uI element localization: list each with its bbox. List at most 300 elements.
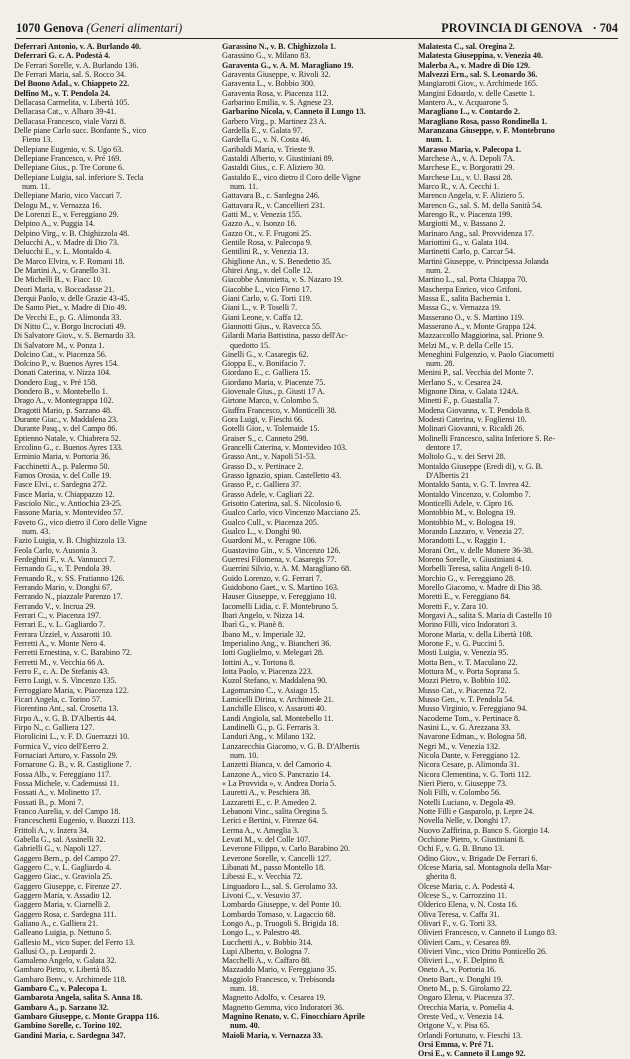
listing-entry: Gaggero Maria, v. Assadio 12.	[14, 890, 112, 900]
listing-entry: Maggiolo Francesco, v. Trebisonda	[222, 974, 335, 984]
listing-entry: Modesti Caterina, v. Fogliensi 10.	[418, 415, 527, 425]
listing-entry: Olivieri Francesco, v. Canneto il Lungo 83.	[418, 928, 557, 938]
listing-entry: Giani Leone, v. Caffa 12.	[222, 312, 303, 322]
listing-entry: Di Salvatore M., v. Ponza 1.	[14, 340, 105, 350]
listing-entry: Guidobono Gaet., v. S. Martino 163.	[222, 583, 339, 593]
listing-entry: Lanzarecchia Giacomo, v. G. B. D'Albertis	[222, 741, 360, 751]
listing-entry: Ferdeghini F., v. A. Vannucci 7.	[14, 555, 115, 565]
listing-entry: Gualco Carlo, vico Vincenzo Macciano 25.	[222, 508, 361, 518]
listing-entry: Girtone Marco, v. Colombo 5.	[222, 396, 319, 406]
listing-entry: num. 10.	[230, 750, 259, 760]
listing-entry: Fiorentino Ant., sal. Crosetta 13.	[14, 704, 119, 714]
listing-entry: Ferro F., c. A. De Stefanis 43.	[14, 666, 110, 676]
listing-entry: Lauretti A., v. Peschiera 38.	[222, 788, 311, 798]
listing-entry: Martini Giuseppe, v. Principessa Jolanda	[418, 256, 549, 266]
listing-entry: Musso Gen., v. T. Pendola 54.	[418, 694, 515, 704]
listing-entry: Garassino G., v. Milano 83.	[222, 51, 311, 61]
listing-entry: Dragotti Mario, p. Sarzano 48.	[14, 405, 113, 415]
listing-entry: Molinari Giovanni, v. Ricaldi 26.	[418, 424, 525, 434]
listing-entry: Dondero Eug., v. Pré 158.	[14, 377, 98, 387]
listing-entry: Famos Orosia, v. del Colle 19.	[14, 471, 112, 481]
listing-entry: Gaggero Rosa, c. Sardegna 111.	[14, 909, 117, 919]
listing-entry: Guido Lorenzo, v. G. Ferrari 7.	[222, 573, 322, 583]
listing-entry: Nieri Piero, v. Giuseppe 73.	[418, 778, 508, 788]
listing-entry: Di Nitto C., v. Borgo Incrociati 49.	[14, 321, 126, 331]
listing-entry: Orecchia Maria, v. Pomelia 4.	[418, 1002, 514, 1012]
listing-entry: Oreste Ved., v. Venezia 14.	[418, 1012, 504, 1022]
listing-entry: Facchinetti A., p. Palermo 50.	[14, 461, 110, 471]
listing-entry: num. 1.	[426, 135, 452, 145]
listing-entry: De Vecchi E., p. G. Alimonda 33.	[14, 312, 122, 322]
listing-entry: Olderico Elena, v. N. Costa 16.	[418, 900, 518, 910]
listing-entry: Merlano S., v. Cesarea 24.	[418, 377, 503, 387]
listing-entry: Fossa Michele, v. Cademussi 11.	[14, 778, 119, 788]
listing-entry: Fieno 13.	[22, 135, 53, 145]
listing-entry: Hauser Giuseppe, v. Fereggiano 10.	[222, 592, 337, 602]
listing-entry: Oneto Bart., v. Donghi 19.	[418, 974, 503, 984]
listing-entry: Maragliano Rosa, passo Rondinella 1.	[418, 116, 548, 126]
listing-entry: Nasini L., v. G. Arezzana 33.	[418, 722, 511, 732]
listing-entry: Grasso Adele, v. Cagliari 22.	[222, 489, 315, 499]
listing-entry: Franco Aurelia, v. del Campo 18.	[14, 806, 121, 816]
listing-entry: Dellacasa Cat., v. Albaro 39-41.	[14, 107, 117, 117]
listing-entry: Nicola Dante, v. Fereggiano 12.	[418, 750, 520, 760]
listing-entry: Giordano E., c. Galliera 15.	[222, 368, 311, 378]
listing-entry: Moltolo G., v. dei Servi 28.	[418, 452, 506, 462]
listing-entry: Massa G., v. Vernazza 19.	[418, 303, 501, 313]
listing-entry: Notelli Luciano, v. Degola 49.	[418, 797, 516, 807]
listing-entry: Iottini A., v. Tortona 8.	[222, 657, 295, 667]
listing-entry: Ferrara Uzziel, v. Assarotti 10.	[14, 629, 112, 639]
listing-entry: gherita 8.	[426, 872, 457, 882]
listing-entry: Delpino A., v. Puggia 14.	[14, 219, 95, 229]
listing-entry: Martino L., sal. Porta Chiappa 70.	[418, 275, 528, 285]
listing-entry: Dolcino Cat., v. Piacenza 56.	[14, 349, 107, 359]
listing-entry: num. 11.	[230, 181, 258, 191]
listing-entry: Gattavara B., c. Sardegna 246.	[222, 191, 320, 201]
listing-entry: Dolcino P., v. Buenos Ayres 154.	[14, 359, 119, 369]
listing-entry: Gabella G., sal. Assinelli 32.	[14, 834, 106, 844]
listing-entry: Gioppa E., v. Bonifacio 7.	[222, 359, 306, 369]
listing-entry: Firpo N., c. Galliera 127.	[14, 722, 95, 732]
listing-entry: Guastavino Gin., v. S. Vincenzo 126.	[222, 545, 341, 555]
listing-entry: Garaventa Giuseppe, v. Rivoli 32.	[222, 69, 331, 79]
listing-entry: Ibano M., v. Imperiale 32.	[222, 629, 306, 639]
listing-entry: De Santo Piet., v. Madre di Dio 49.	[14, 303, 127, 313]
listing-entry: Iotti Guglielmo, v. Melegari 28.	[222, 648, 324, 658]
listing-entry: Ercolino G., c. Buenos Ayres 133.	[14, 443, 123, 453]
listing-entry: Odino Giov., v. Brigade De Ferrari 6.	[418, 853, 538, 863]
listing-entry: Grancelli Caterina, v. Montevideo 103.	[222, 443, 348, 453]
listing-entry: Giordano Maria, v. Piacenze 75.	[222, 377, 326, 387]
listing-entry: Deferrari G. c. A. Podestà 4.	[14, 51, 111, 61]
listing-entry: Marengo R., v. Piacenza 199.	[418, 209, 513, 219]
listing-entry: Gardella G., v. N. Costa 46.	[222, 135, 311, 145]
listing-entry: Gastaldi Alberto, v. Giustiniani 89.	[222, 153, 334, 163]
listing-entry: Macchelli A., v. Caffaro 88.	[222, 956, 312, 966]
listing-entry: Nicora Clementina, v. G. Torti 112.	[418, 769, 531, 779]
listing-entry: De Ferrari Sorelle, v. A. Burlando 136.	[14, 60, 139, 70]
listing-entry: Dellepiane Francesco, v. Pré 169.	[14, 153, 122, 163]
listing-entry: Longo A., p. Truogoli S. Brigida 18.	[222, 918, 339, 928]
listing-column-1	[14, 42, 214, 1040]
listing-entry: Oneto A., v. Portoria 16.	[418, 965, 497, 975]
listing-entry: Morone F., v. G. Puccini 5.	[418, 639, 505, 648]
listing-entry: Mazzaccollo Maggiorina, sal. Prione 9.	[418, 331, 545, 341]
listing-entry: Massa E., salita Bachernia 1.	[418, 293, 511, 303]
listing-entry: Donati Caterina, v. Nizza 104.	[14, 368, 112, 378]
listing-entry: num. 40.	[230, 1021, 260, 1031]
listing-entry: Orsi E., v. Canneto il Lungo 92.	[418, 1049, 526, 1059]
listing-entry: Gastaldo E., vico dietro il Coro delle Vigne	[222, 172, 361, 182]
listing-entry: D'Albertis 21	[426, 471, 470, 481]
listing-entry: Marchese Lu., v. U. Bassi 28.	[418, 172, 513, 182]
listing-entry: Morando Lazzaro, v. Venezia 27.	[418, 527, 524, 537]
listing-entry: Landi Angiola, sal. Montebello 11.	[222, 713, 334, 723]
listing-entry: Moretti F., v. Zara 10.	[418, 601, 488, 611]
listing-entry: Drago A., v. Montegrappa 102.	[14, 396, 114, 406]
listing-entry: Grasso D., v. Pertinace 2.	[222, 461, 304, 471]
listing-entry: Nacodeme Tom., v. Pertinace 8.	[418, 713, 520, 723]
listing-entry: Ghiglione An., v. S. Benedetto 35.	[222, 256, 332, 266]
listing-entry: Lanzone A., vico S. Pancrazio 14.	[222, 769, 331, 779]
listing-entry: Marchese E., v. Borgoratti 29.	[418, 163, 515, 173]
listing-entry: Nicora Cesare, p. Alimonda 31.	[418, 760, 520, 770]
listing-entry: Gambaro C., v. Palecopa 1.	[14, 984, 107, 994]
listing-entry: Gentilini R., v. Venezia 13.	[222, 247, 309, 257]
listing-entry: Gualco L., v. Donghi 90.	[222, 527, 302, 537]
listing-entry: Fossa Alb., v. Fereggiano 117.	[14, 769, 111, 779]
listing-entry: Modena Giovanna, v. T. Pendola 8.	[418, 405, 531, 415]
listing-entry: Garbarino Nicola, v. Canneto il Lungo 13.	[222, 107, 366, 117]
listing-entry: Morani Ort., v. delle Monere 36-38.	[418, 545, 533, 555]
listing-entry: Fernando G., v. T. Pendola 39.	[14, 564, 112, 574]
listing-entry: Gentile Rosa, v. Palecopa 9.	[222, 237, 312, 247]
listing-entry: Grasso Ant., v. Napoli 51-53.	[222, 452, 316, 462]
listing-entry: Giacobbe L., vico Fieno 17.	[222, 284, 312, 294]
listing-entry: Meneghini Fulgenzio, v. Paolo Giacometti	[418, 349, 555, 359]
listing-entry: num. 2.	[426, 265, 451, 275]
listing-entry: Ferro Luigi, v. S. Vincenzo 135.	[14, 676, 117, 686]
listing-entry: Malatesta C., sal. Oregina 2.	[418, 42, 515, 51]
listing-entry: Mozzi Pietro, v. Bobbio 102.	[418, 676, 511, 686]
listing-entry: Mosti Luigia, v. Venezia 95.	[418, 648, 509, 658]
listing-entry: Fornaciari Arturo, v. Fassolo 29.	[14, 750, 118, 760]
listing-entry: Galiano A., c. Galliera 21.	[14, 918, 98, 928]
listing-entry: Gamaleno Angelo, v. Galata 32.	[14, 956, 117, 966]
listing-entry: Ferretti Ernestina, v. C. Barabino 72.	[14, 648, 132, 658]
listing-entry: Imperialino Ang., v. Biancheri 36.	[222, 639, 332, 648]
listing-entry: Montobbio M., v. Bologna 19.	[418, 517, 516, 527]
city-name: Genova	[43, 21, 84, 35]
listing-entry: Gambaro Giuseppe, c. Monte Grappa 116.	[14, 1012, 160, 1022]
listing-entry: Ibarì G., v. Pianè 8.	[222, 620, 285, 630]
listing-entry: Ficari Angela, c. Torino 57.	[14, 694, 102, 704]
listing-entry: Morgavi A., salita S. Maria di Castello 10	[418, 611, 552, 621]
listing-entry: Ferretti M., v. Vecchia 66 A.	[14, 657, 105, 667]
listing-entry: Guerrini Silvio, v. A. M. Maragliano 68.	[222, 564, 352, 574]
listing-entry: num. 18.	[230, 984, 259, 994]
listing-entry: Negri M., v. Venezia 132.	[418, 741, 501, 751]
listing-entry: Gatti M., v. Venezia 155.	[222, 209, 302, 219]
listing-entry: Morino Filli, vico Indoratori 3.	[418, 620, 518, 630]
listing-entry: Monticelli Adele, v. Cipro 16.	[418, 499, 514, 509]
listing-entry: Orlandi Fortunato, v. Fieschi 13.	[418, 1030, 523, 1040]
listing-entry: Iacomelli Lidia, c. F. Montebruno 5.	[222, 601, 339, 611]
listing-entry: Fasce Elvi., c. Sardegna 272.	[14, 480, 107, 490]
listing-entry: Olivieri Vinc., vico Dritto Ponticello 26.	[418, 946, 548, 956]
listing-entry: Grisotto Caterina, sal. S. Nicolosio 6.	[222, 499, 342, 509]
listing-entry: Iotta Paolo, v. Piacenza 223.	[222, 666, 313, 676]
listing-entry: Delucchi E., v. L. Montaldo 4.	[14, 247, 112, 257]
listing-entry: De Martini A., v. Granello 31.	[14, 265, 111, 275]
listing-entry: Galleano Luigia, p. Nettuno 5.	[14, 928, 112, 938]
listing-entry: Molinelli Francesco, salita Inferiore S. Re-	[418, 433, 556, 443]
listing-entry: Fassone Maria, v. Montevideo 57.	[14, 508, 124, 518]
listing-entry: Fazio Luigia, v. B. Chighizzola 13.	[14, 536, 127, 546]
listing-entry: Dellacasa Carmelita, v. Libertà 105.	[14, 97, 130, 107]
listing-entry: Fasciolo Nic., v. Antiochia 23-25.	[14, 499, 122, 509]
listing-entry: Lazzaretti E., c. P. Amedeo 2.	[222, 797, 317, 807]
listing-entry: Formica V., vico dell'Eerro 2.	[14, 741, 109, 751]
listing-entry: Gabrielli G., v. Napoli 127.	[14, 844, 102, 854]
listing-entry: Montaldo Santa, v. G. T. Invrea 42.	[418, 480, 531, 490]
listing-entry: Giacobbe Antonietta, v. S. Nazaro 19.	[222, 275, 344, 285]
listing-entry: Gualco Cull., v. Piacenza 205.	[222, 517, 319, 527]
listing-entry: Ferrando Mario, v. Donghi 67.	[14, 583, 112, 593]
listing-entry: Mariottini G., v. Galata 104.	[418, 237, 509, 247]
listing-entry: Melzi M., v. P. della Celle 15.	[418, 340, 514, 350]
header-left	[16, 21, 182, 36]
listing-entry: Garbarino Emilia, v. S. Agnese 23.	[222, 97, 334, 107]
listing-entry: Masserano O., v. S. Martino 119.	[418, 312, 524, 322]
listing-entry: Giovenale Gius., p. Giusti 17 A.	[222, 387, 325, 397]
listing-entry: Landinelli G., p. G. Ferraris 3.	[222, 722, 320, 732]
listing-entry: Giani L., v. P. Toselli 7.	[222, 303, 298, 313]
listing-entry: num. 28.	[426, 359, 455, 369]
listing-entry: Olivieri L., v. F. Delpino 8.	[418, 956, 505, 966]
listing-entry: Ferrando N., piazzale Parenzo 17.	[14, 592, 123, 602]
listing-entry: Lanchille Elisco, v. Assarotti 40.	[222, 704, 327, 714]
listing-entry: Ferrando V., v. Incrua 29.	[14, 601, 96, 611]
listing-entry: Magnetto Adolfo, v. Cesarea 19.	[222, 993, 326, 1003]
listing-entry: dentore 17.	[426, 443, 463, 453]
listing-entry: Gastaldi Gius., c. F. Aliziero 30.	[222, 163, 325, 173]
listing-entry: Mangiarotti Giov., v. Archimede 165.	[418, 79, 538, 89]
listing-entry: Magnino Renato, v. C. Finocchiaro Aprile	[222, 1012, 365, 1022]
listing-entry: Levati M., v. del Colle 107.	[222, 834, 311, 844]
listing-entry: Gallusi O., p. Leopardi 2.	[14, 946, 96, 956]
listing-entry: Notte Filli e Gasparolo, p. Lepre 24.	[418, 806, 535, 816]
listing-entry: Gotelli Gior., v. Tolemaide 15.	[222, 424, 320, 434]
listing-entry: Dellacasa Francesco, viale Varzi 8.	[14, 116, 126, 126]
listing-entry: Occhione Pietro, v. Giustiniani 8.	[418, 834, 525, 844]
listing-entry: Delfino M., v. T. Pendola 24.	[14, 88, 111, 98]
listing-entry: Di Salvatore Giov., v. S. Bernardo 33.	[14, 331, 136, 341]
listing-entry: Gaggero Giac., v. Graviola 25.	[14, 872, 113, 882]
listing-entry: Mottura M., v. Porta Soprana 5.	[418, 666, 520, 676]
listing-entry: Dellepiane Eugenio, v. S. Ugo 63.	[14, 144, 124, 154]
listing-entry: Leverone Sorelle, v. Cancelli 127.	[222, 853, 332, 863]
listing-entry: Grasso P., c. Galliera 37.	[222, 480, 302, 490]
page-number-right: · 704	[592, 21, 618, 35]
listing-entry: Olcese Maria, sal. Montagnola della Mar-	[418, 862, 552, 872]
listing-entry: Faveto G., vico dietro il Coro delle Vigne	[14, 517, 147, 527]
listing-entry: Dellepiane Gius., p. Tre Corone 6.	[14, 163, 125, 173]
listing-entry: Montaldo Vincenzo, v. Colombo 7.	[418, 489, 531, 499]
listing-entry: Mascherpa Enrico, vico Grifoni.	[418, 284, 522, 294]
listing-entry: Gora Luigi, v. Fieschi 66.	[222, 415, 304, 425]
listing-entry: Marenco Angela, v. F. Aliziero 5.	[418, 191, 525, 201]
listing-entry: Garbero Virg., p. Martinez 23 A.	[222, 116, 327, 126]
listing-entry: De Michelli B., v. Fiacc 10.	[14, 275, 103, 285]
listing-entry: Frittoli A., v. Inzera 34.	[14, 825, 89, 835]
listing-entry: Morandotti L., v. Raggio 1.	[418, 536, 506, 546]
listing-entry: Morello Giacomo, v. Madre di Dio 38.	[418, 583, 542, 593]
listing-entry: Feola Carlo, v. Ausonia 3.	[14, 545, 98, 555]
listing-entry: Grasso Ignazio, spian. Castelletto 43.	[222, 471, 342, 481]
listing-entry: « La Provvida », v. Andrea Doria 5.	[222, 778, 337, 788]
listing-entry: Margiotti M., v. Bassano 2.	[418, 219, 506, 229]
page-number-left: 1070	[16, 21, 41, 35]
province-title: PROVINCIA DI GENOVA	[441, 21, 583, 35]
listing-entry: Gaggero Maria, v. Ciarnelli 2.	[14, 900, 111, 910]
listing-entry: De Lorenzi E., v. Fereggiano 29.	[14, 209, 119, 219]
listing-entry: Fornarone G. B., v. R. Castiglione 7.	[14, 760, 132, 770]
running-header	[16, 20, 618, 39]
listing-entry: Mazzaddo Mario, v. Fereggiano 35.	[222, 965, 337, 975]
listing-entry: Delpino Virg., v. B. Chighizzola 48.	[14, 228, 130, 238]
listing-entry: Guerresi Filomena, v. Casaregis 77.	[222, 555, 337, 565]
listing-column-3	[418, 42, 622, 1059]
listing-entry: Lagomarsino C., v. Asiago 15.	[222, 685, 320, 695]
listing-entry: Mangini Edoardo, v. delle Casette 1.	[418, 88, 535, 98]
listing-entry: Lupi Alberto, v. Bologna 7.	[222, 946, 310, 956]
listing-entry: Livoni C., v. Vesuvio 37.	[222, 890, 302, 900]
listing-entry: quedotto 15.	[230, 340, 271, 350]
listing-entry: Lucchetti A., v. Bobbio 314.	[222, 937, 313, 947]
listing-entry: Lebanoni Vinc., salita Oregina 5.	[222, 806, 328, 816]
listing-entry: Moretti E., v. Fereggiano 84.	[418, 592, 511, 602]
listing-entry: Gambaro Pietro, v. Libertà 85.	[14, 965, 112, 975]
listing-entry: Masserano A., v. Monte Grappa 124.	[418, 321, 537, 331]
listing-entry: Ongaro Elena, v. Piacenza 37.	[418, 993, 515, 1003]
listing-entry: Motta Ben., v. T. Maculano 22.	[418, 657, 518, 667]
listing-entry: Franceschetti Eugenio, v. Buozzi 113.	[14, 816, 136, 826]
header-right	[441, 21, 618, 36]
listing-entry: Delucchi A., v. Madre di Dio 73.	[14, 237, 119, 247]
listing-entry: Garaventa G., v. A. M. Maragliano 19.	[222, 60, 354, 70]
listing-entry: Navarone Edman., v. Bologna 58.	[418, 732, 527, 742]
listing-entry: Derqui Paolo, v. delle Grazie 43-45.	[14, 293, 130, 303]
listing-entry: Fossati B., p. Moni 7.	[14, 797, 84, 807]
listing-entry: Marchese A., v. A. Depoli 7A.	[418, 153, 515, 163]
listing-entry: Durante Giac., v. Maddalena 23.	[14, 415, 118, 425]
listing-entry: Firpo A., v. G. B. D'Albertis 44.	[14, 713, 117, 723]
listing-entry: Ibari Angelo, v. Nizza 14.	[222, 611, 305, 621]
listing-entry: Delle piane Carlo succ. Bonfante S., vico	[14, 125, 147, 135]
listing-entry: Lombardo Giuseppe, v. del Ponte 10.	[222, 900, 342, 910]
listing-entry: Oliva Teresa, v. Caffa 31.	[418, 909, 500, 919]
listing-entry: Eptienno Natale, v. Chiabrera 52.	[14, 433, 121, 443]
listing-entry: Mantero A., v. Acquarone 5.	[418, 97, 509, 107]
listing-entry: Gambarota Angela, salita S. Anna 18.	[14, 993, 143, 1003]
listing-entry: Fossati A., v. Molinetto 17.	[14, 788, 102, 798]
listing-entry: Morone Maria, v. della Libertà 108.	[418, 629, 533, 639]
listing-entry: Mignone Dina, v. Galata 124A.	[418, 387, 519, 397]
listing-entry: Gambaro A., p. Sarzano 32.	[14, 1002, 109, 1012]
listing-entry: Marenco G., sal. S. M. della Sanità 54.	[418, 200, 543, 210]
listing-entry: Origone V., v. Pisa 65.	[418, 1021, 490, 1031]
listing-entry: Garaventa Rosa, v. Piacenza 112.	[222, 88, 329, 98]
listing-entry: Ochi F., v. G. B. Bruno 13.	[418, 844, 504, 854]
listing-entry: Gambino Sorelle, c. Torino 102.	[14, 1021, 122, 1031]
listing-entry: Noli Filli, v. Colombo 56.	[418, 788, 501, 798]
listing-entry: Musso Cat., v. Piacenza 72.	[418, 685, 507, 695]
listing-entry: Musso Virginio, v. Fereggiano 94.	[418, 704, 528, 714]
listing-entry: De Marco Elvira, v. F. Romani 18.	[14, 256, 125, 266]
listing-entry: Lamicelli Dirina, v. Archimede 21.	[222, 694, 334, 704]
listing-entry: Longo L., v. Palestro 48.	[222, 928, 302, 938]
listing-entry: Gattavara R., v. Cancellieri 231.	[222, 200, 325, 210]
listing-entry: Ferrari E., v. L. Gagliardo 7.	[14, 620, 105, 630]
listing-entry: Olcese Maria, c. A. Podestà 4.	[418, 881, 515, 891]
listing-entry: Montobbio M., v. Bologna 19.	[418, 508, 516, 518]
listing-entry: num. 43.	[22, 527, 51, 537]
listing-entry: Olivari F., v. G. Torti 33.	[418, 918, 497, 928]
listing-entry: Linguadoro L., sal. S. Gerolamo 33.	[222, 881, 338, 891]
listing-entry: Martinetti Carlo, p. Carcar 54.	[418, 247, 516, 257]
listing-entry: Gambaro Benv., v. Archimede 118.	[14, 974, 127, 984]
listing-entry: Lanzetti Bianca, v. del Camorio 4.	[222, 760, 332, 770]
listing-entry: Dondero B., v. Montebello 1.	[14, 387, 108, 397]
listing-entry: Giani Carlo, v. G. Torti 119.	[222, 293, 312, 303]
listing-entry: Magnetto Gemma, vico Indoratori 36.	[222, 1002, 344, 1012]
listing-entry: num. 11.	[22, 181, 50, 191]
listing-entry: Deori Maria, v. Boccadasse 21.	[14, 284, 115, 294]
listing-entry: Leverone Filippo, v. Carlo Barabino 20.	[222, 844, 350, 854]
listing-entry: Nuovo Zaffirina, p. Banco S. Giorgio 14.	[418, 825, 550, 835]
listing-entry: Gaggero C., v. L. Gagliardo 4.	[14, 862, 112, 872]
listing-entry: Giannotti Gius., v. Ravecca 55.	[222, 321, 322, 331]
listing-entry: Landuri Ang., v. Milano 132.	[222, 732, 316, 742]
listing-entry: Kuzol Stefano, v. Maddalena 90.	[222, 676, 328, 686]
listing-entry: Dellepiane Luigia, sal. inferiore S. Tecla	[14, 172, 144, 182]
listing-entry: Morbelli Teresa, salita Angeli 8-10.	[418, 564, 532, 574]
listing-entry: Orsi Emma, v. Pré 71.	[418, 1040, 494, 1050]
listing-entry: Olcese S., v. Carrozzino 11.	[418, 890, 507, 900]
listing-entry: Fiorolicini L., v. F. D. Guerrazzi 10.	[14, 732, 130, 742]
listing-entry: Guardoni M., v. Peragne 106.	[222, 536, 317, 546]
listing-entry: Marinaro Ang., sal. Provvidenza 17.	[418, 228, 535, 238]
listing-entry: Ferroggiaro Maria, v. Piacenza 122.	[14, 685, 129, 695]
listing-entry: Garaventa L., v. Bobbio 300.	[222, 79, 315, 89]
listing-entry: Malerba A., v. Madre di Dio 129.	[418, 60, 530, 70]
listing-entry: Garassino N., v. B. Chighizzola 1.	[222, 42, 336, 51]
listing-entry: Malvezzi Ern., sal. S. Leonardo 36.	[418, 69, 538, 79]
listing-entry: Oneto M., p. S. Girolamo 22.	[418, 984, 512, 994]
listing-entry: Lombardo Tomaso, v. Lagaccio 68.	[222, 909, 336, 919]
listing-entry: Gazzo A., v. Isonzo 16.	[222, 219, 297, 229]
listing-entry: Gaggero Giuseppe, c. Firenze 27.	[14, 881, 122, 891]
listing-entry: Garibaldi Maria, v. Trieste 9.	[222, 144, 315, 154]
listing-entry: Lerici e Bertini, v. Firenze 64.	[222, 816, 319, 826]
listing-entry: Ferrari C., v. Piacenza 197.	[14, 611, 101, 621]
listing-entry: Gaggero Bern., p. del Campo 27.	[14, 853, 121, 863]
listing-entry: Gilardi Maria Battistina, passo dell'Ac-	[222, 331, 348, 341]
listing-entry: Moreno Sorelle, v. Giustiniani 4.	[418, 555, 524, 565]
listing-entry: Maioli Maria, v. Vernazza 33.	[222, 1030, 323, 1040]
